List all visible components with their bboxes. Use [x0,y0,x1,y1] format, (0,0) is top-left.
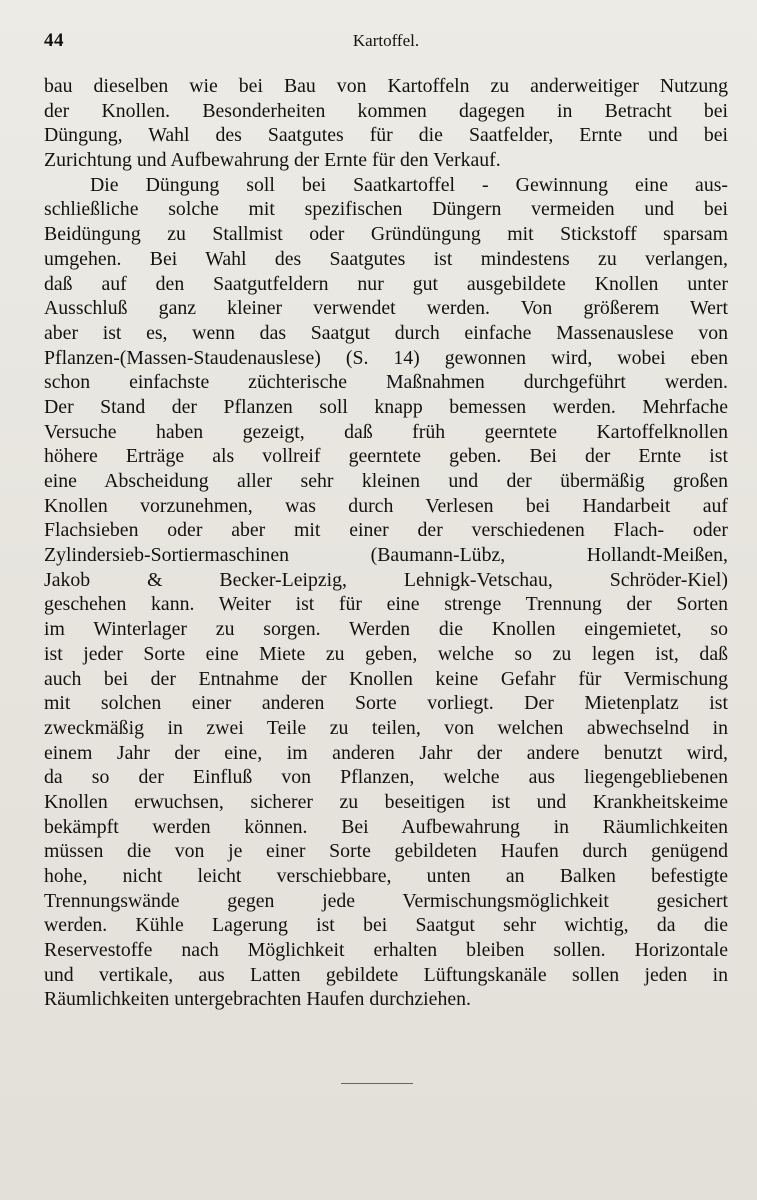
text-line: Ausschluß ganz kleiner verwendet werden. Von größerem Wert [44,297,728,320]
text-line: Zurichtung und Aufbewahrung der Ernte für den Verkauf. [44,149,501,172]
page-header [44,30,728,56]
text-line: werden. Kühle Lagerung ist bei Saatgut sehr wichtig, da die [44,914,728,937]
page-number: 44 [44,30,64,51]
text-line: Reservestoffe nach Möglichkeit erhalten bleiben sollen. Horizontale [44,939,728,962]
text-line: aber ist es, wenn das Saatgut durch einfache Massenauslese von [44,321,728,344]
text-line: und vertikale, aus Latten gebildete Lüftungskanäle sollen jeden in [44,963,728,986]
text-line: der Knollen. Besonderheiten kommen dagegen in Betracht bei [44,99,728,122]
end-rule [341,1083,413,1084]
text-line: Räumlichkeiten untergebrachten Haufen durchziehen. [44,988,471,1011]
text-line: einem Jahr der eine, im anderen Jahr der andere benutzt wird, [44,741,728,764]
text-line: auch bei der Entnahme der Knollen keine Gefahr für Vermischung [44,667,728,690]
text-line: schließliche solche mit spezifischen Düngern vermeiden und bei [44,198,728,221]
text-line: zweckmäßig in zwei Teile zu teilen, von welchen abwechselnd in [44,716,728,739]
text-line: im Winterlager zu sorgen. Werden die Knollen eingemietet, so [44,618,728,641]
text-line: Beidüngung zu Stallmist oder Gründüngung mit Stickstoff sparsam [44,223,728,246]
text-line: geschehen kann. Weiter ist für eine strenge Trennung der Sorten [44,593,728,616]
text-line: Die Düngung soll bei Saatkartoffel - Gewinnung eine aus- [90,173,728,196]
text-line: Trennungswände gegen jede Vermischungsmöglichkeit gesichert [44,889,728,912]
text-line: umgehen. Bei Wahl des Saatgutes ist mindestens zu verlangen, [44,247,728,270]
text-line: bekämpft werden können. Bei Aufbewahrung in Räumlichkeiten [44,815,728,838]
text-line: Knollen vorzunehmen, was durch Verlesen bei Handarbeit auf [44,494,728,517]
text-line: Jakob & Becker-Leipzig, Lehnigk-Vetschau, Schröder-Kiel) [44,568,728,591]
text-line: schon einfachste züchterische Maßnahmen durchgeführt werden. [44,371,728,394]
running-title: Kartoffel. [352,31,420,50]
text-line: Zylindersieb-Sortiermaschinen (Baumann-Lübz, Hollandt-Meißen, [44,544,728,567]
text-line: ist jeder Sorte eine Miete zu geben, welche so zu legen ist, daß [44,642,728,665]
text-line: hohe, nicht leicht verschiebbare, unten an Balken befestigte [44,865,728,887]
text-line: bau dieselben wie bei Bau von Kartoffeln zu anderweitiger Nutzung [44,75,728,97]
text-line: eine Abscheidung aller sehr kleinen und der übermäßig großen [44,470,728,492]
text-line: daß auf den Saatgutfeldern nur gut ausgebildete Knollen unter [44,272,728,295]
text-line: höhere Erträge als vollreif geerntete geben. Bei der Ernte ist [44,445,728,468]
text-line: Knollen erwuchsen, sicherer zu beseitigen ist und Krankheitskeime [44,790,728,813]
text-line: Der Stand der Pflanzen soll knapp bemessen werden. Mehrfache [44,395,728,418]
text-line: müssen die von je einer Sorte gebildeten Haufen durch genügend [44,840,728,863]
body-text [44,74,728,1012]
text-line: Versuche haben gezeigt, daß früh geerntete Kartoffelknollen [44,420,728,443]
text-line: Pflanzen-(Massen-Staudenauslese) (S. 14) gewonnen wird, wobei eben [44,346,728,369]
text-line: Düngung, Wahl des Saatgutes für die Saatfelder, Ernte und bei [44,124,728,147]
text-line: mit solchen einer anderen Sorte vorliegt. Der Mietenplatz ist [44,692,728,715]
text-line: da so der Einfluß von Pflanzen, welche aus liegengebliebenen [44,766,728,789]
text-line: Flachsieben oder aber mit einer der verschiedenen Flach- oder [44,519,728,542]
